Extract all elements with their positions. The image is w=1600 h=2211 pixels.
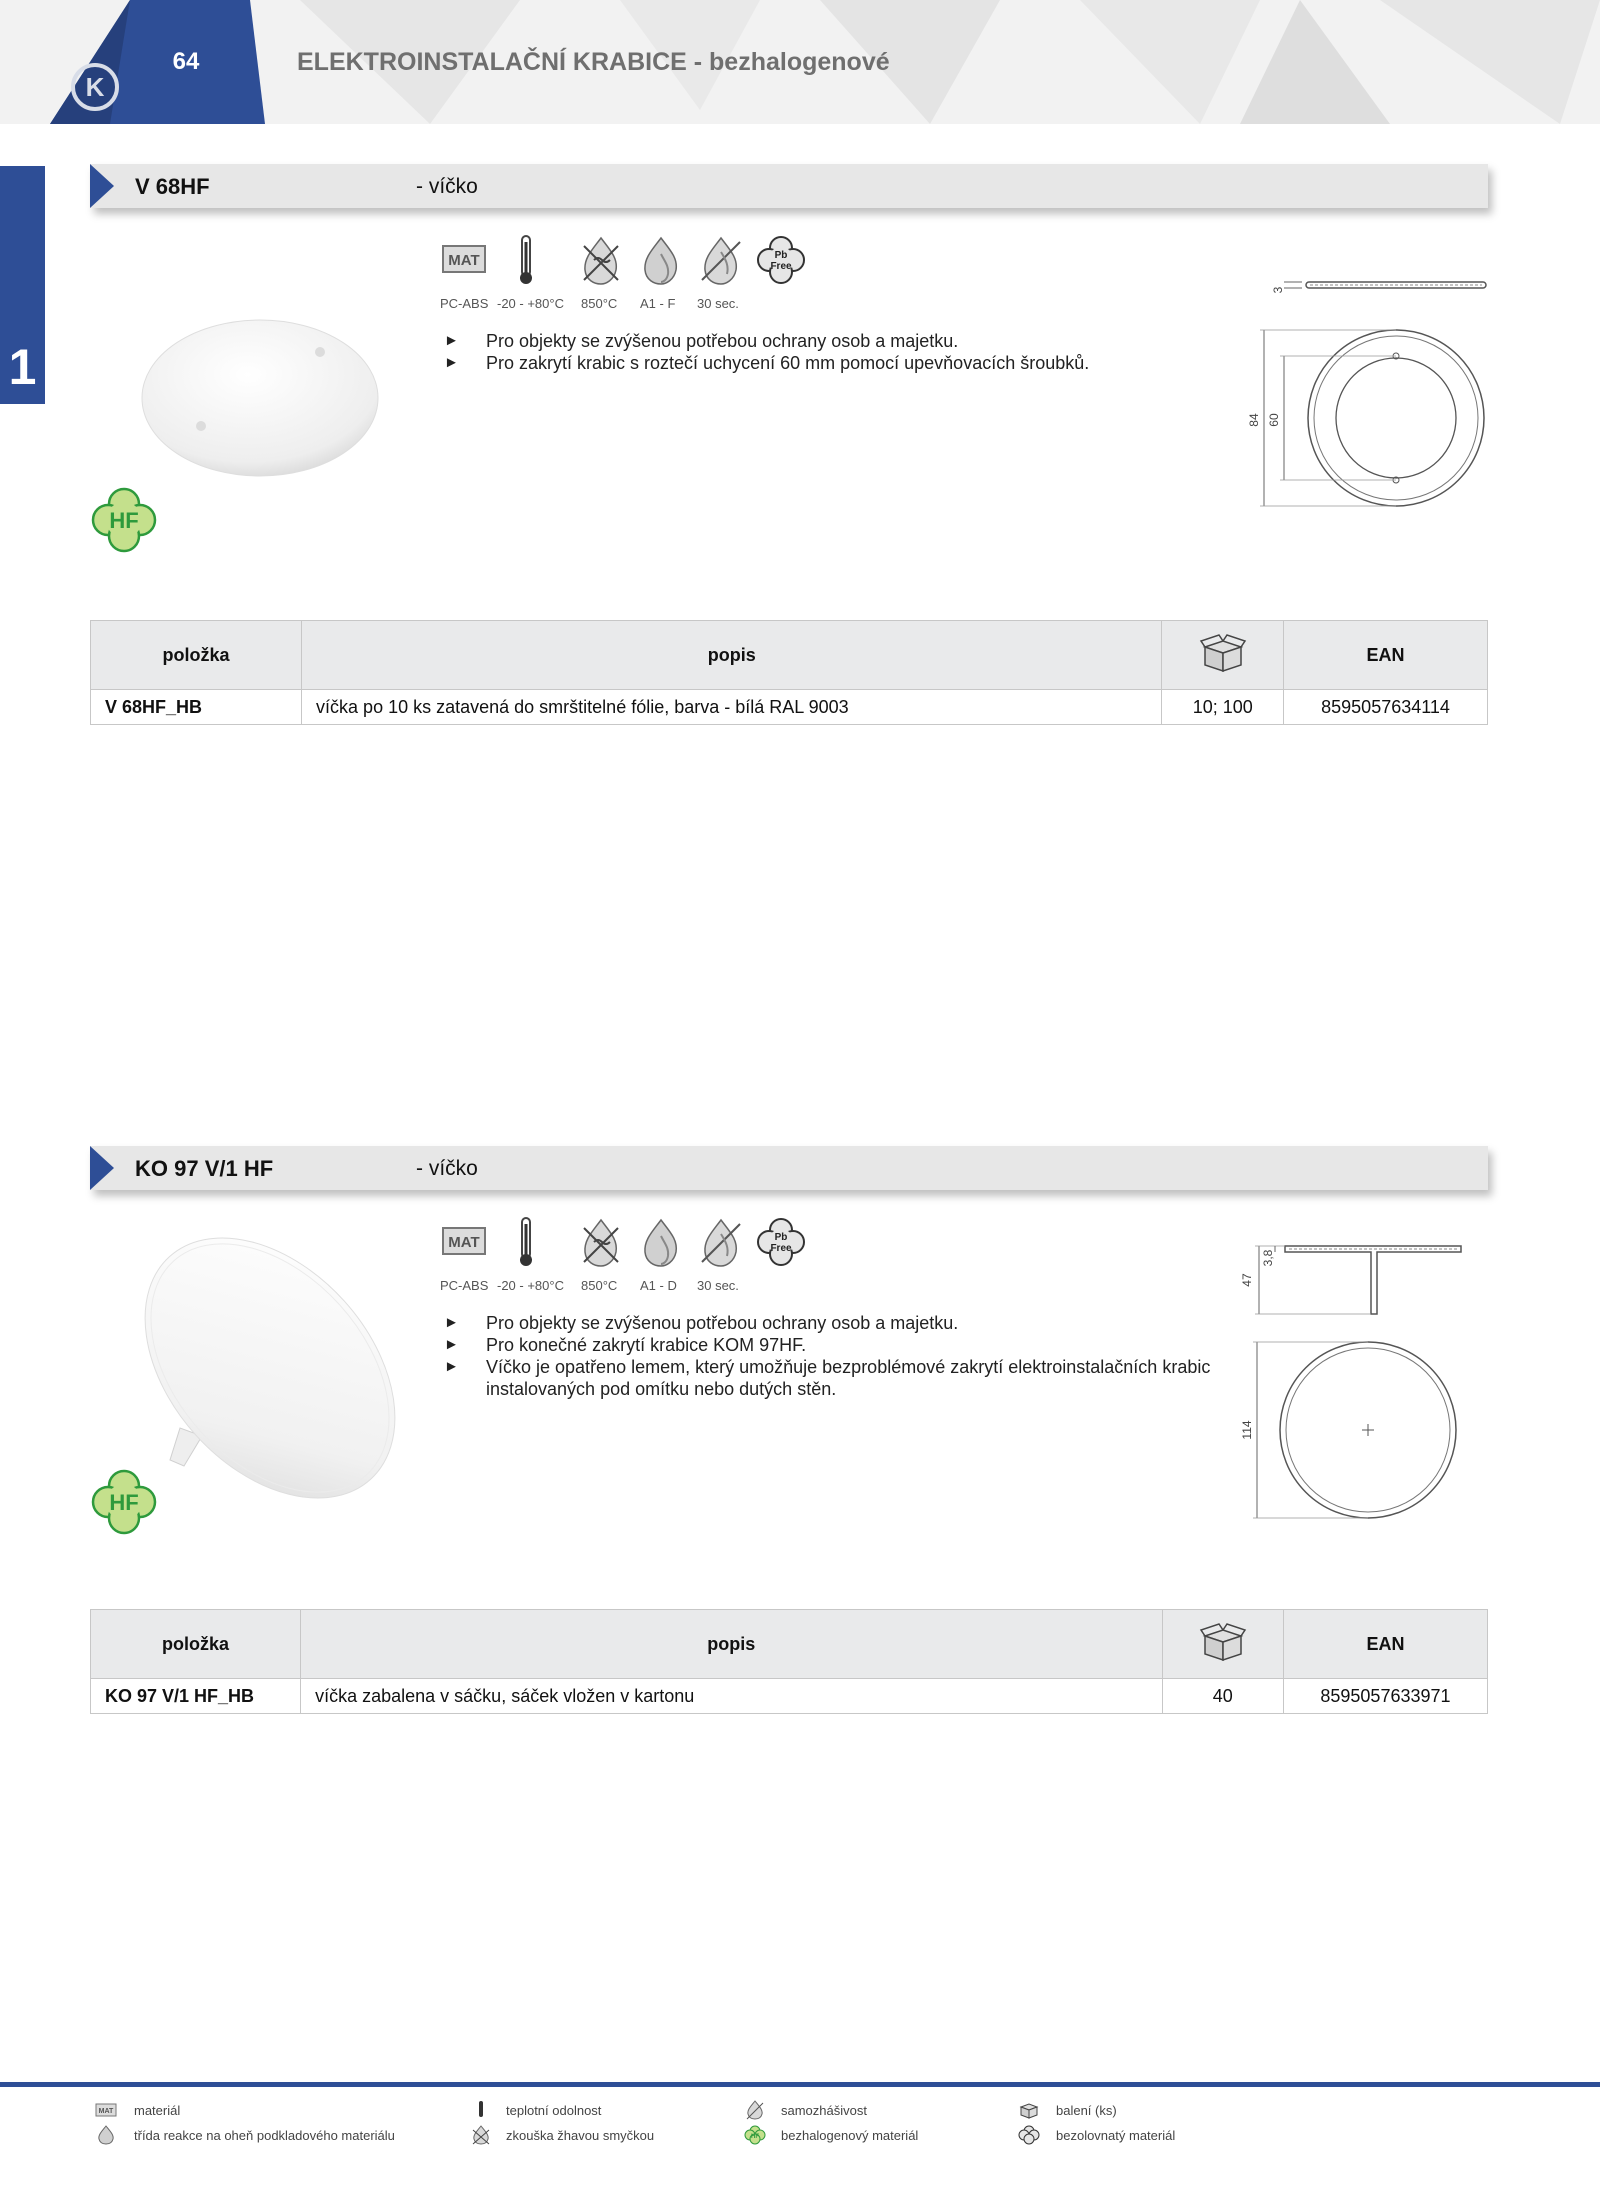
header-item: položka [91,1610,301,1679]
thermometer-icon [516,1216,536,1268]
header-desc: popis [302,621,1162,690]
box-icon [1199,1622,1247,1662]
spec-icons [440,234,810,294]
svg-text:Pb: Pb [774,1232,788,1243]
bullet-icon: ► [444,1358,459,1375]
logo-icon [70,62,120,112]
svg-text:Free: Free [770,1243,792,1254]
item-desc: víčka zabalena v sáčku, sáček vložen v kartonu [301,1679,1162,1714]
pb-free-icon [1018,2125,1040,2145]
feature-item [444,352,1246,374]
svg-text:MAT: MAT [448,1234,480,1251]
thermometer-icon [516,234,536,286]
product-header-v68hf [90,164,1488,208]
spec-temperature: -20 - +80°C [497,1278,564,1293]
header-ean: EAN [1284,621,1488,690]
legend-flame-class: třída reakce na oheň podkladového materiálu [134,2128,395,2143]
mat-icon [440,234,490,286]
svg-text:Free: Free [770,261,792,272]
pb-free-icon [756,1216,806,1268]
feature-list [444,1312,1246,1400]
table-row [91,1679,1488,1714]
spec-flame-class: A1 - D [640,1278,677,1293]
spec-icons [440,1216,810,1276]
mat-icon [95,2100,117,2120]
box-icon [1018,2100,1040,2120]
svg-text:47: 47 [1240,1273,1254,1287]
item-pack: 40 [1162,1679,1283,1714]
chapter-number: 1 [8,339,37,395]
flame-class-icon [636,1216,686,1268]
svg-text:3: 3 [1271,286,1285,294]
header-pack [1162,1610,1283,1679]
header-pack [1162,621,1284,690]
pb-free-icon [756,234,806,286]
hf-badge [90,1468,158,1536]
feature-item [444,1312,1246,1334]
spec-material: PC-ABS [440,1278,489,1293]
box-icon [1199,633,1247,673]
bullet-icon: ► [444,332,459,349]
legend-material: materiál [134,2103,181,2118]
svg-text:HF: HF [751,2134,759,2140]
hf-badge [90,486,158,554]
product-desc: - víčko [416,1157,478,1180]
product-table-v68hf [90,620,1488,725]
table-row [91,690,1488,725]
product-header-ko97v1hf [90,1146,1488,1190]
svg-text:HF: HF [109,508,139,533]
item-ean: 8595057633971 [1283,1679,1487,1714]
spec-self-extinguish: 30 sec. [697,296,739,311]
glow-wire-icon [576,234,626,286]
header-desc: popis [301,1610,1162,1679]
svg-text:HF: HF [109,1490,139,1515]
self-extinguish-icon [696,234,746,286]
page-title-sub: - bezhalogenové [686,48,890,76]
hf-icon [744,2125,766,2145]
section-arrow-icon [90,1146,114,1190]
feature-text: Víčko je opatřeno lemem, který umožňuje bezproblémové zakrytí elektroinstalačních krabic instalovaných pod omítku nebo dutých stěn. [486,1357,1211,1399]
logo [70,62,120,112]
feature-text: Pro objekty se zvýšenou potřebou ochrany osob a majetku. [486,1313,959,1333]
feature-item [444,1356,1246,1400]
spec-glow-wire: 850°C [581,296,618,311]
product-code: V 68HF [135,174,210,199]
legend-glow-wire: zkouška žhavou smyčkou [506,2128,655,2143]
feature-text: Pro zakrytí krabic s roztečí uchycení 60 mm pomocí upevňovacích šroubků. [486,353,1090,373]
self-extinguish-icon [696,1216,746,1268]
item-code: KO 97 V/1 HF_HB [91,1679,301,1714]
svg-text:MAT: MAT [98,2108,114,2115]
glow-wire-icon [470,2125,492,2145]
header-item: položka [91,621,302,690]
feature-text: Pro objekty se zvýšenou potřebou ochrany osob a majetku. [486,331,959,351]
mat-icon [440,1216,490,1268]
self-extinguish-icon [744,2100,766,2120]
spec-glow-wire: 850°C [581,1278,618,1293]
page-title-main: ELEKTROINSTALAČNÍ KRABICE [297,48,687,76]
product-table-ko97v1hf [90,1609,1488,1714]
svg-text:60: 60 [1267,413,1281,427]
feature-text: Pro konečné zakrytí krabice KOM 97HF. [486,1335,807,1355]
bullet-icon: ► [444,354,459,371]
bullet-icon: ► [444,1336,459,1353]
page-title [297,48,890,77]
chapter-tab [0,166,45,404]
svg-text:3,8: 3,8 [1261,1249,1275,1267]
item-code: V 68HF_HB [91,690,302,725]
legend-self-extinguish: samozhášivost [781,2103,867,2118]
spec-flame-class: A1 - F [640,296,676,311]
flame-class-icon [636,234,686,286]
flame-class-icon [95,2125,117,2145]
svg-text:84: 84 [1247,413,1261,427]
item-pack: 10; 100 [1162,690,1284,725]
page-number: 64 [172,48,200,75]
hf-icon [90,486,158,554]
table-header-row [91,621,1488,690]
table-header-row [91,1610,1488,1679]
hf-icon [90,1468,158,1536]
footer-divider [0,2082,1600,2087]
section-arrow-icon [90,164,114,208]
item-desc: víčka po 10 ks zatavená do smrštitelné fólie, barva - bílá RAL 9003 [302,690,1162,725]
feature-item [444,1334,1246,1356]
spec-temperature: -20 - +80°C [497,296,564,311]
svg-text:Pb: Pb [774,250,788,261]
feature-item [444,330,1246,352]
bullet-icon: ► [444,1314,459,1331]
spec-self-extinguish: 30 sec. [697,1278,739,1293]
legend-halogen-free: bezhalogenový materiál [781,2128,919,2143]
technical-drawing-v68hf [1240,260,1500,520]
svg-text:K: K [85,72,105,102]
feature-list [444,330,1246,374]
header-ean: EAN [1283,1610,1487,1679]
thermometer-icon [470,2100,492,2120]
legend-packaging: balení (ks) [1056,2103,1117,2118]
glow-wire-icon [576,1216,626,1268]
spec-material: PC-ABS [440,296,489,311]
legend-temperature: teplotní odolnost [506,2103,602,2118]
svg-text:114: 114 [1240,1420,1254,1440]
svg-text:MAT: MAT [448,252,480,269]
product-code: KO 97 V/1 HF [135,1156,274,1181]
technical-drawing-ko97v1hf [1225,1230,1475,1530]
item-ean: 8595057634114 [1284,690,1488,725]
product-image-v68hf [135,310,385,480]
legend-lead-free: bezolovnatý materiál [1056,2128,1176,2143]
product-desc: - víčko [416,175,478,198]
